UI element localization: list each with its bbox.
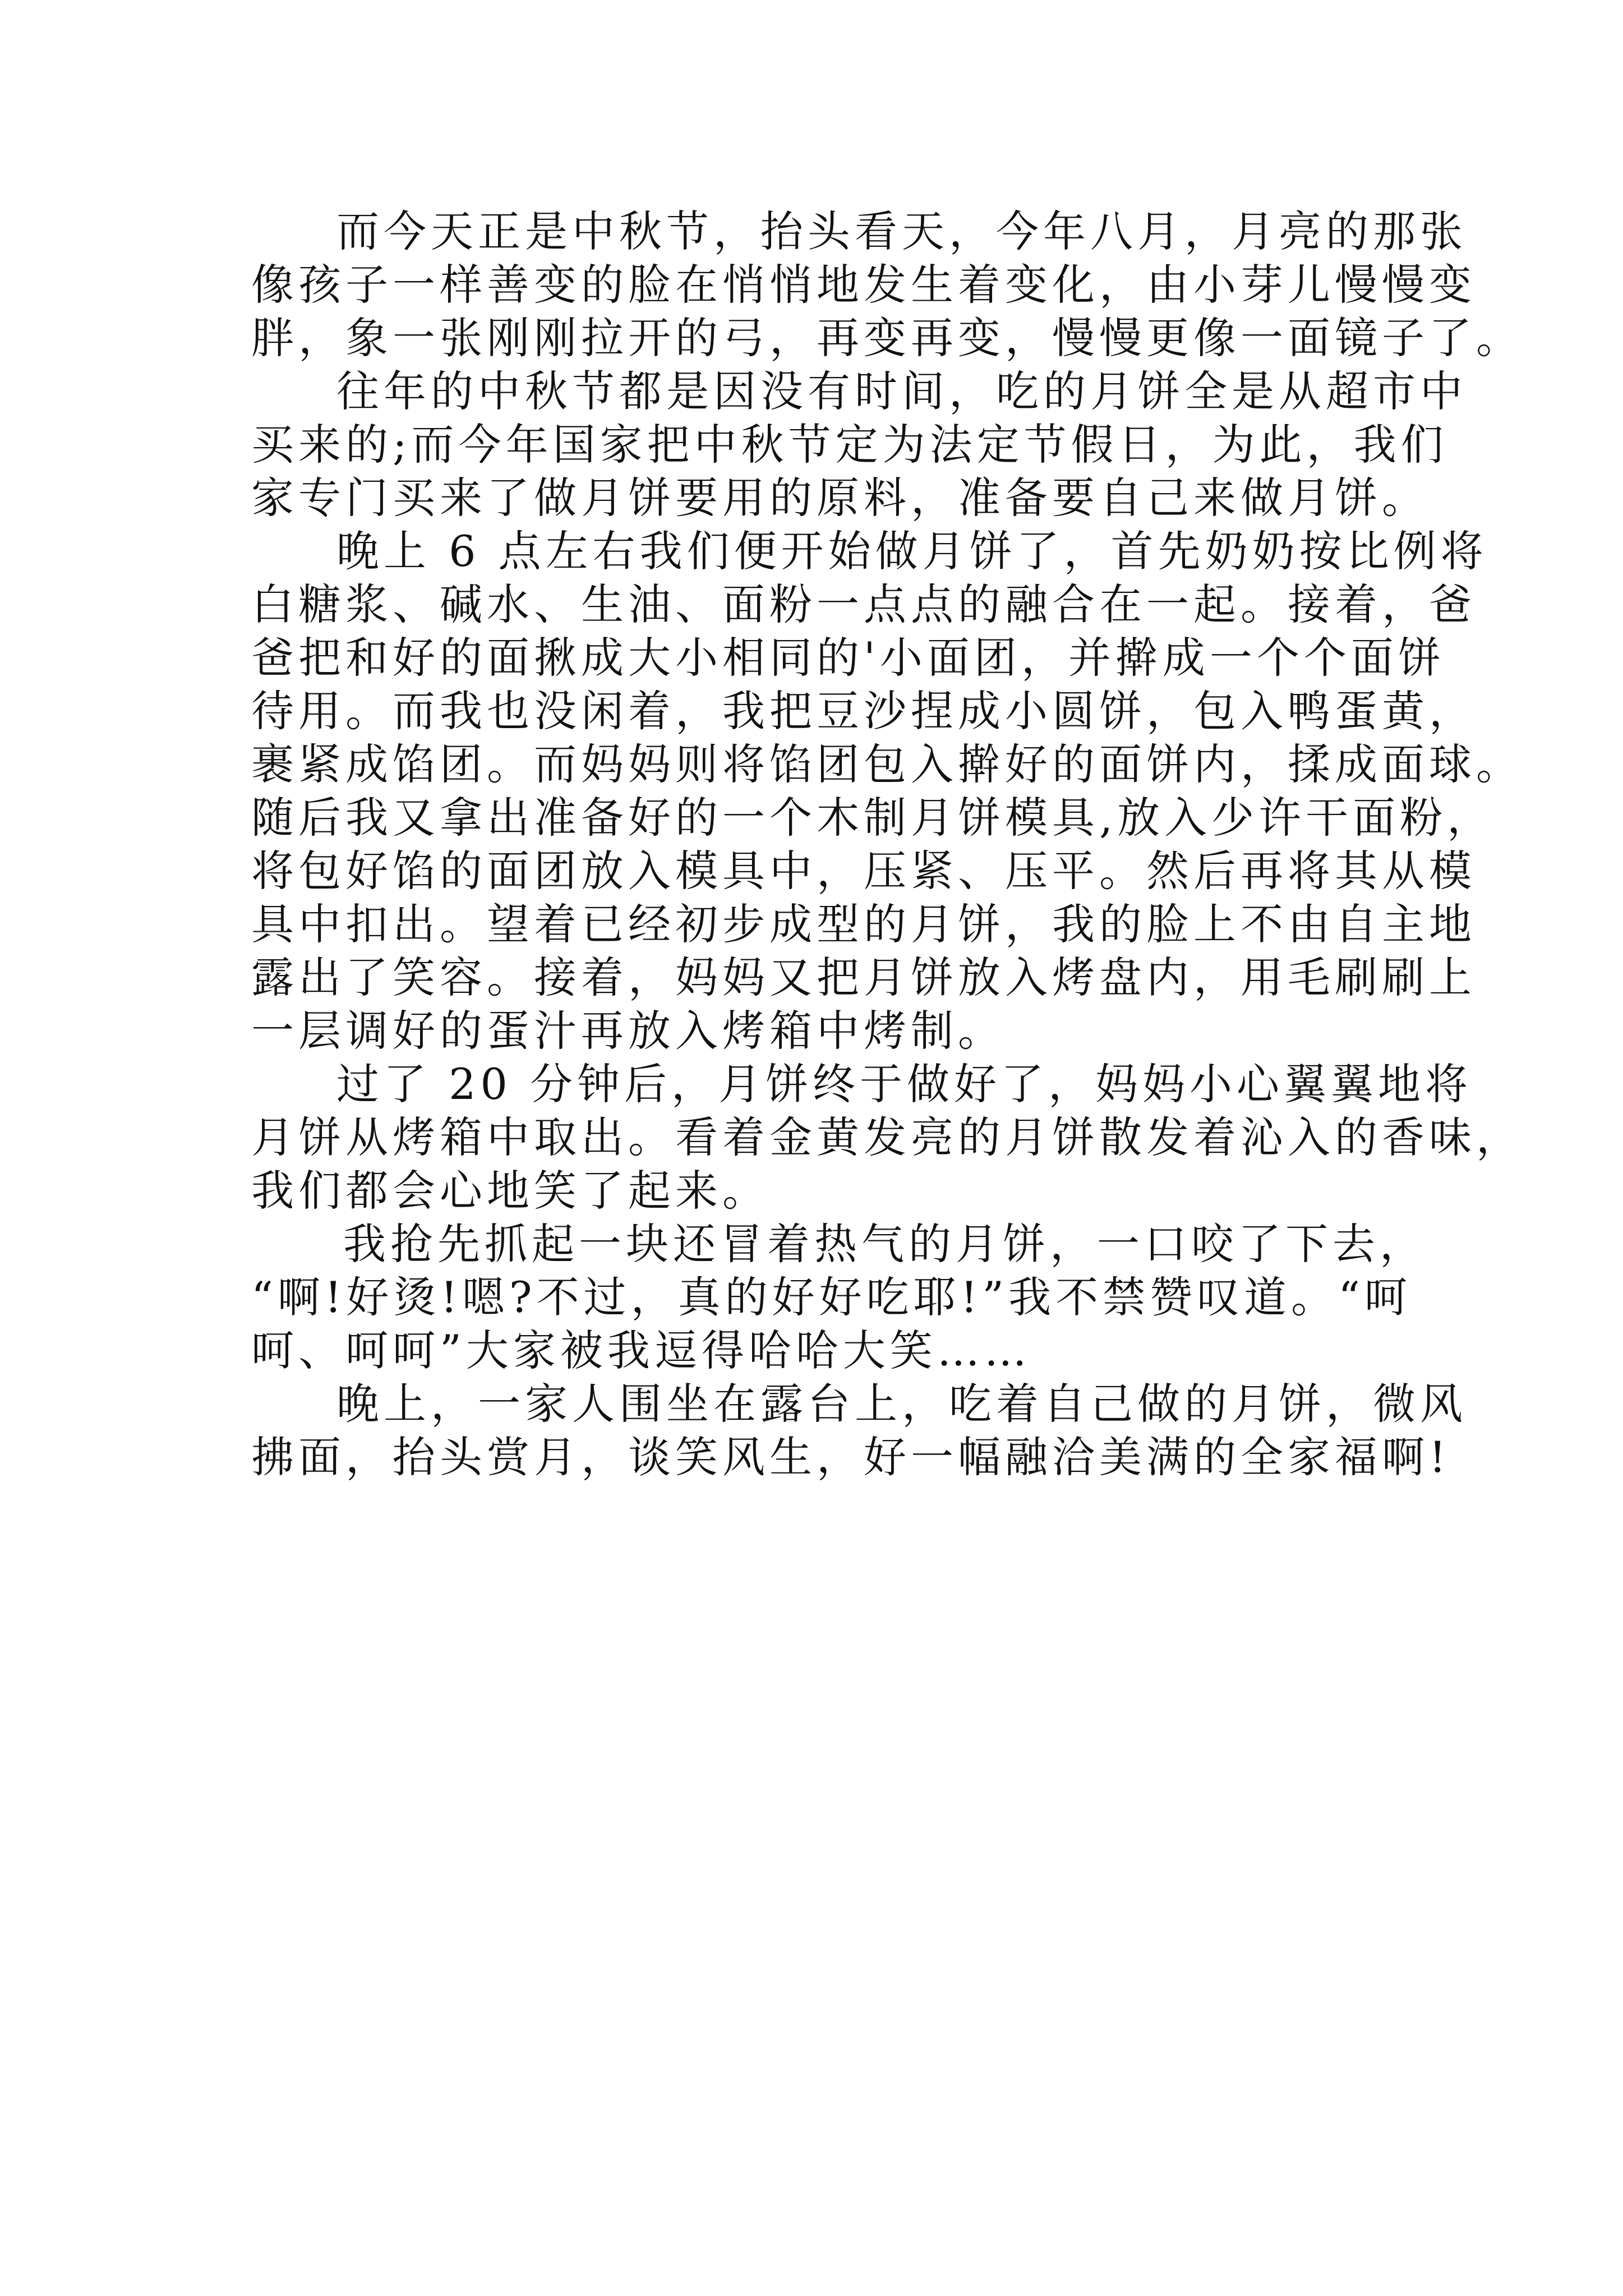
paragraph-2 xyxy=(251,365,1467,524)
text-line: 呵、呵呵”大家被我逗得哈哈大笑…… xyxy=(251,1326,1031,1375)
text-line: 待用。而我也没闲着，我把豆沙捏成小圆饼，包入鸭蛋黄， xyxy=(251,686,1476,736)
text-line: 我们都会心地笑了起来。 xyxy=(251,1166,769,1216)
text-line: 像孩子一样善变的脸在悄悄地发生着变化，由小芽儿慢慢变 xyxy=(251,260,1476,310)
text-line: 晚上 6 点左右我们便开始做月饼了，首先奶奶按比例将 xyxy=(336,526,1488,576)
text-line: 拂面，抬头赏月，谈笑风生，好一幅融洽美满的全家福啊! xyxy=(251,1432,1451,1482)
text-line: 晚上，一家人围坐在露台上，吃着自己做的月饼，微风 xyxy=(336,1379,1467,1429)
text-line: 买来的;而今年国家把中秋节定为法定节假日，为此，我们 xyxy=(251,420,1448,470)
text-line: 而今天正是中秋节，抬头看天，今年八月，月亮的那张 xyxy=(336,206,1467,256)
text-line: 随后我又拿出准备好的一个木制月饼模具,放入少许干面粉， xyxy=(251,793,1495,843)
text-line: 一层调好的蛋汁再放入烤箱中烤制。 xyxy=(251,1006,1005,1056)
text-line: 月饼从烤箱中取出。看着金黄发亮的月饼散发着沁入的香味， xyxy=(251,1112,1523,1162)
text-line: 过了 20 分钟后，月饼终于做好了，妈妈小心翼翼地将 xyxy=(336,1059,1473,1109)
text-line: “啊!好烫!嗯?不过，真的好好吃耶!”我不禁赞叹道。“呵 xyxy=(251,1272,1412,1322)
paragraph-4 xyxy=(251,1057,1523,1217)
paragraph-6 xyxy=(251,1377,1467,1484)
text-line: 裹紧成馅团。而妈妈则将馅团包入擀好的面饼内，揉成面球。 xyxy=(251,739,1523,789)
text-line: 露出了笑容。接着，妈妈又把月饼放入烤盘内，用毛刷刷上 xyxy=(251,953,1476,1002)
text-line: 将包好馅的面团放入模具中，压紧、压平。然后再将其从模 xyxy=(251,846,1476,896)
paragraph-3 xyxy=(251,524,1523,1057)
paragraph-1 xyxy=(251,205,1523,365)
text-line: 我抢先抓起一块还冒着热气的月饼，一口咬了下去， xyxy=(343,1219,1427,1269)
text-line: 具中扣出。望着已经初步成型的月饼，我的脸上不由自主地 xyxy=(251,899,1476,949)
text-line: 爸把和好的面揪成大小相同的'小面团，并擀成一个个面饼 xyxy=(251,633,1445,683)
text-line: 胖，象一张刚刚拉开的弓，再变再变，慢慢更像一面镜子了。 xyxy=(251,313,1523,363)
text-line: 白糖浆、碱水、生油、面粉一点点的融合在一起。接着，爸 xyxy=(251,579,1476,629)
text-line: 家专门买来了做月饼要用的原料，准备要自己来做月饼。 xyxy=(251,473,1429,523)
paragraph-5 xyxy=(251,1217,1427,1377)
essay-body xyxy=(251,205,1523,1484)
text-line: 往年的中秋节都是因没有时间，吃的月饼全是从超市中 xyxy=(336,366,1467,416)
